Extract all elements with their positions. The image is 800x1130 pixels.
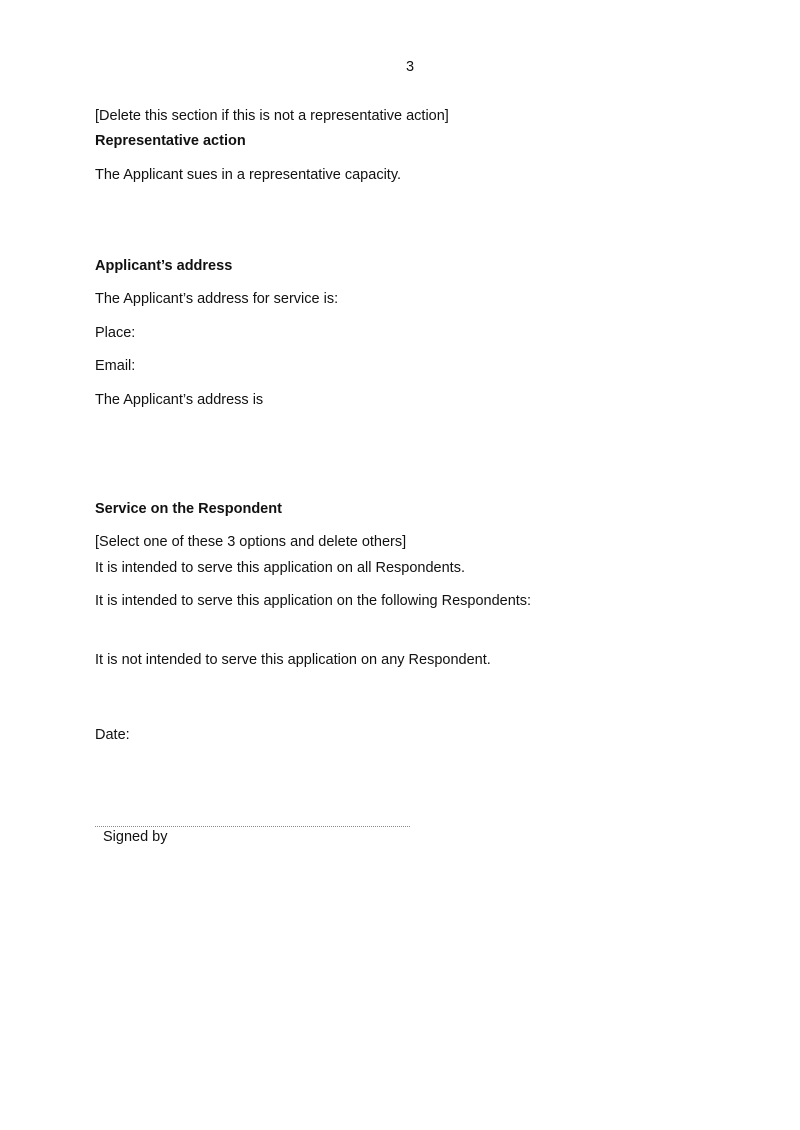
service-heading: Service on the Respondent (95, 501, 282, 517)
service-instruction: [Select one of these 3 options and delete others] (95, 534, 407, 550)
representative-heading: Representative action (95, 133, 246, 149)
service-option-all: It is intended to serve this application on all Respondents. (95, 560, 465, 576)
service-option-following: It is intended to serve this application on the following Respondents: (95, 593, 532, 609)
address-service-line: The Applicant’s address for service is: (95, 291, 339, 307)
representative-instruction: [Delete this section if this is not a representative action] (95, 108, 449, 124)
address-heading: Applicant’s address (95, 258, 233, 274)
signature-line (95, 826, 410, 827)
email-label: Email: (95, 358, 136, 374)
place-label: Place: (95, 325, 136, 341)
date-label: Date: (95, 727, 130, 743)
signed-by-label: Signed by (103, 829, 168, 845)
service-option-none: It is not intended to serve this application on any Respondent. (95, 652, 491, 668)
page-number: 3 (405, 59, 415, 75)
applicant-address-line: The Applicant’s address is (95, 392, 264, 408)
representative-body: The Applicant sues in a representative capacity. (95, 167, 402, 183)
